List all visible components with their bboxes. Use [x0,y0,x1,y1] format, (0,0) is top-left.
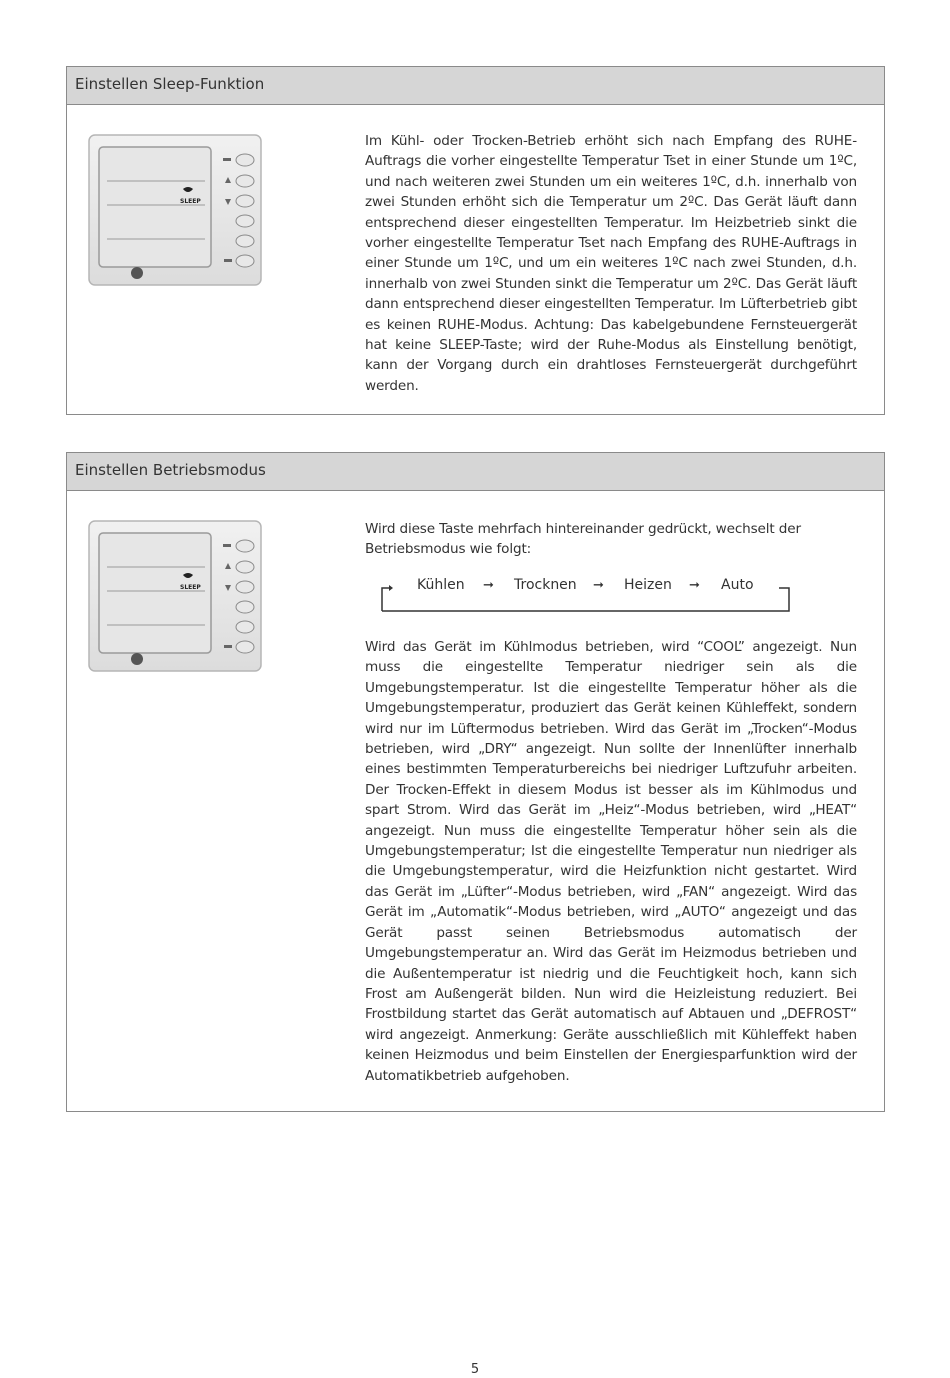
flow-item-drying: Trocknen [514,577,577,593]
paragraph: Wird das Gerät im Kühlmodus betrieben, wird “COOL” angezeigt. Nun muss die eingestellte Temperatur niedriger sein als die Umgebungstemperatur. Ist die eingestellte Temperatur höher als die Umgebungstemperatur, produziert das Gerät keinen Kühleffekt, sondern wird nur im Lüftermodus betrieben. Wird das Gerät im „Trocken“-Modus betrieben, wird „DRY“ angezeigt. Nun sollte der Innenlüfter innerhalb eines bestimmten Temperaturbereichs bei niedriger Luftzufuhr arbeiten. Der Trocken-Effekt in diesem Modus ist besser als im Kühlmodus und spart Strom. Wird das Gerät im „Heiz“-Modus betrieben, wird „HEAT“ angezeigt. Nun muss die eingestellte Temperatur höher sein als die Umgebungstemperatur; Ist die eingestellte Temperatur nun niedriger als die Umgebungstemperatur, wird die Heizfunktion nicht gestartet. Wird das Gerät im „Lüfter“-Modus betrieben, wird „FAN“ angezeigt. Wird das Gerät im „Automatik“-Modus betrieben, wird „AUTO“ angezeigt und das Gerät passt seinen Betriebsmodus automatisch der Umgebungstemperatur an. Wird das Gerät im Heizmodus betrieben und die Außentemperatur ist niedrig und die Feuchtigkeit hoch, kann sich Frost am Außengerät bilden. Nun wird die Heizleistung reduziert. Bei Frostbildung startet das Gerät automatisch auf Abtauen und „DEFROST“ wird angezeigt. Anmerkung: Geräte ausschließlich mit Kühleffekt haben keinen Heizmodus und beim Einstellen der Energiesparfunktion wird der Automatikbetrieb aufgehoben. [365,639,857,1084]
wired-controller-icon [87,133,267,293]
page-number: 5 [470,1362,480,1377]
flow-item-auto: Auto [721,577,754,593]
mode-description [365,637,857,1086]
arrow-right-icon: ➞ [483,578,494,593]
flow-item-heating: Heizen [624,577,672,593]
arrow-right-icon: ➞ [689,578,700,593]
paragraph: Im Kühl- oder Trocken-Betrieb erhöht sich nach Empfang des RUHE-Auftrags die vorher eingestellte Temperatur Tset in einer Stunde um 1ºC, und nach weiteren zwei Stunden um ein weiteres 1ºC, d.h. innerhalb von zwei Stunden erhöht sich die Temperatur um 2ºC. Das Gerät läuft dann entsprechend dieser eingestellten Temperatur. Im Heizbetrieb sinkt die vorher eingestellte Temperatur Tset nach Empfang des RUHE-Auftrags in einer Stunde um 1ºC, und um ein weiteres 1ºC nach zwei Stunden, d.h. innerhalb von zwei Stunden sinkt die Temperatur um 2ºC. Das Gerät läuft dann entsprechend dieser eingestellten Temperatur. Im Lüfterbetrieb gibt es keinen RUHE-Modus. Achtung: Das kabelgebundene Fernsteuergerät hat keine SLEEP-Taste; wird der Ruhe-Modus als Einstellung benötigt, kann der Vorgang durch ein drahtloses Fernsteuergerät durchgeführt werden. [365,133,857,394]
svg-text:SLEEP: SLEEP [180,198,201,205]
sleep-description [365,131,857,396]
flow-item-cooling: Kühlen [417,577,465,593]
section-operating-mode [66,452,885,1112]
wired-controller-icon [87,519,267,679]
mode-cycle-diagram [379,575,799,615]
remote-control-illustration [87,133,267,293]
intro-text: Wird diese Taste mehrfach hintereinander gedrückt, wechselt der Betriebsmodus wie folgt: [365,521,801,558]
svg-text:SLEEP: SLEEP [180,584,201,591]
arrow-right-icon: ➞ [593,578,604,593]
section-title: Einstellen Sleep-Funktion [67,67,884,105]
mode-intro [365,519,857,560]
section-sleep-function [66,66,885,415]
section-title: Einstellen Betriebsmodus [67,453,884,491]
remote-control-illustration [87,519,267,679]
